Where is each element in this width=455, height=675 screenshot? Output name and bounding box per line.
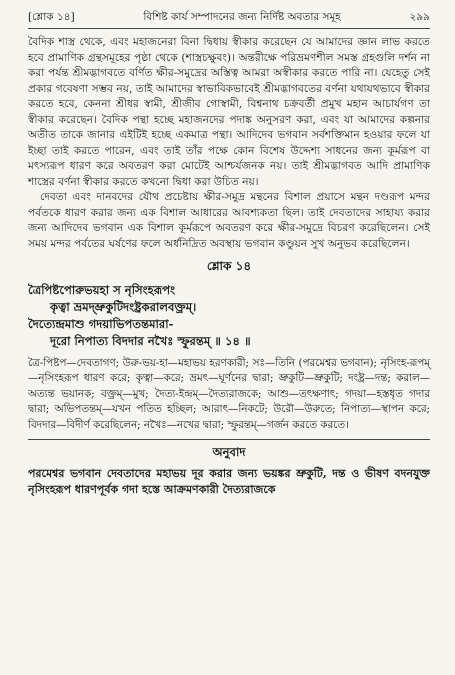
header-title: বিশিষ্ট কার্য সম্পাদনের জন্য নির্দিষ্ট অবতার সমূহ — [143, 11, 341, 23]
verse-line-1: ত্রৈপিষ্টপোরুভয়হা স নৃসিংহরূপং — [28, 283, 176, 297]
purport-paragraph-2: দেবতা এবং দানবদের যৌথ প্রচেষ্টায় ক্ষীর-সমুদ্র মন্থনের বিশাল প্রয়াসে মন্থন দণ্ডরূপ মন্দর পর্বতকে ধারণ করার জন্য এক বিশাল আধারের আবশ্যকতা ছিল। তাই দেবতাদের সাহায্য করার জন্য আদিদেব ভগবান এক বিশাল কূর্মরূপে অবতরণ করে ক্ষীর-সমুদ্রে বিচরণ করেছিলেন। সেই সময় মন্দর পর্বতের ঘর্ষণের ফলে অর্ধনিদ্রিত অবস্থায় ভগবান কণ্ডুয়ন সুখ অনুভব করেছিলেন। — [28, 191, 430, 250]
translation-title: অনুবাদ — [212, 445, 246, 460]
page — [28, 10, 430, 498]
translation-text: পরমেশ্বর ভগবান দেবতাদের মহাভয় দূর করার জন্য ভয়ঙ্কর ভ্রুকুটি, দন্ত ও ভীষণ বদনযুক্ত নৃসিংহরূপ ধারণপূর্বক গদা হস্তে আক্রমণকারী দৈত্যরাজকে — [28, 467, 430, 497]
sloka-title: শ্লোক ১৪ — [206, 259, 252, 273]
verse-line-2: কৃত্বা ভ্রমদ্ভ্রুকুটিদংষ্ট্রকরালবক্ত্রম্। — [50, 300, 197, 314]
verse-line-4: দূরো নিপাত্য বিদদার নখৈঃ স্ফুরন্তম্ ॥ ১৪ ॥ — [50, 334, 251, 348]
running-header — [28, 10, 430, 29]
divider — [28, 439, 430, 440]
purport-paragraph-1: বৈদিক শাস্ত্র থেকে, এবং মহাজনেরা বিনা দ্বিধায় স্বীকার করেছেন যে আমাদের জ্ঞান লাভ করতে হবে প্রামাণিক গ্রন্থসমূহের পৃষ্ঠা থেকে (শাস্ত্রচক্ষুবং)। অন্তরীক্ষে পরিভ্রমণশীল সমস্ত গ্রহগুলি দর্শন না করা পর্যন্ত শ্রীমদ্ভাগবতে বর্ণিত ক্ষীর-সমুদ্রের অস্তিত্ব আমরা অস্বীকার করতে পারি না। যেহেতু সেই প্রকার গবেষণা সম্ভব নয়, তাই আমাদের স্বাভাবিকভাবেই শ্রীমদ্ভাগবতের বর্ণনা যথাযথভাবে স্বীকার করতে হবে, কেননা শ্রীধর স্বামী, শ্রীজীব গোস্বামী, বিশ্বনাথ চক্রবর্তী প্রমুখ মহান আচার্যগণ তা স্বীকার করেছেন। বৈদিক পন্থা হচ্ছে মহাজনদের পদাঙ্ক অনুসরণ করা, এবং যা আমাদের কল্পনার অতীত তাকে জানার এইটিই হচ্ছে একমাত্র পন্থা। আদিদেব ভগবান সর্বশক্তিমান হওয়ার ফলে যা ইচ্ছা তাই করতে পারেন, এবং তাই তাঁর পক্ষে কোন বিশেষ উদ্দেশ্য সাধনের জন্য কূর্মরূপ বা মৎস্যরূপ ধারণ করে অবতরণ করা মোটেই আশ্চর্যজনক নয়। তাই শ্রীমদ্ভাগবত আদি প্রামাণিক শাস্ত্রের বর্ণনা স্বীকার করতে কখনো দ্বিধা করা উচিত নয়। — [28, 36, 430, 188]
page-number: ২৯৯ — [409, 11, 430, 23]
sloka-verse — [28, 282, 430, 350]
verse-line-3: দৈত্যেন্দ্রমাশু গদয়াভিপতন্তমারা- — [28, 317, 174, 331]
header-verse-ref: [শ্লোক ১৪] — [28, 11, 75, 23]
word-for-word-synonyms: ত্রৈ-পিষ্টপ—দেবতাগণ; উরু-ভয়-হা—মহাভয় হরণকারী; সঃ—তিনি (পরমেশ্বর ভগবান); নৃসিংহ-রূপম্—নৃসিংহরূপ ধারণ করে; কৃত্বা—করে; ভ্রমৎ—ঘূর্ণনের দ্বারা; ভ্রুকুটি—ভ্রুকুটি; দংষ্ট্র—দন্ত; করাল—অত্যন্ত ভয়ানক; বক্ত্রম্—মুখ; দৈত্য-ইন্দ্রম্—দৈত্যরাজকে; আশু—তৎক্ষণাৎ; গদয়া—হস্তধৃত গদার দ্বারা; অভিপতন্তম্—যখন পতিত হচ্ছিল; আরাৎ—নিকটে; উরৌ—উরুতে; নিপাত্য—স্থাপন করে; বিদদার—বিদীর্ণ করেছিলেন; নখৈঃ—নখের দ্বারা; স্ফুরন্তম্—গর্জন করতে করতে। — [28, 357, 430, 431]
